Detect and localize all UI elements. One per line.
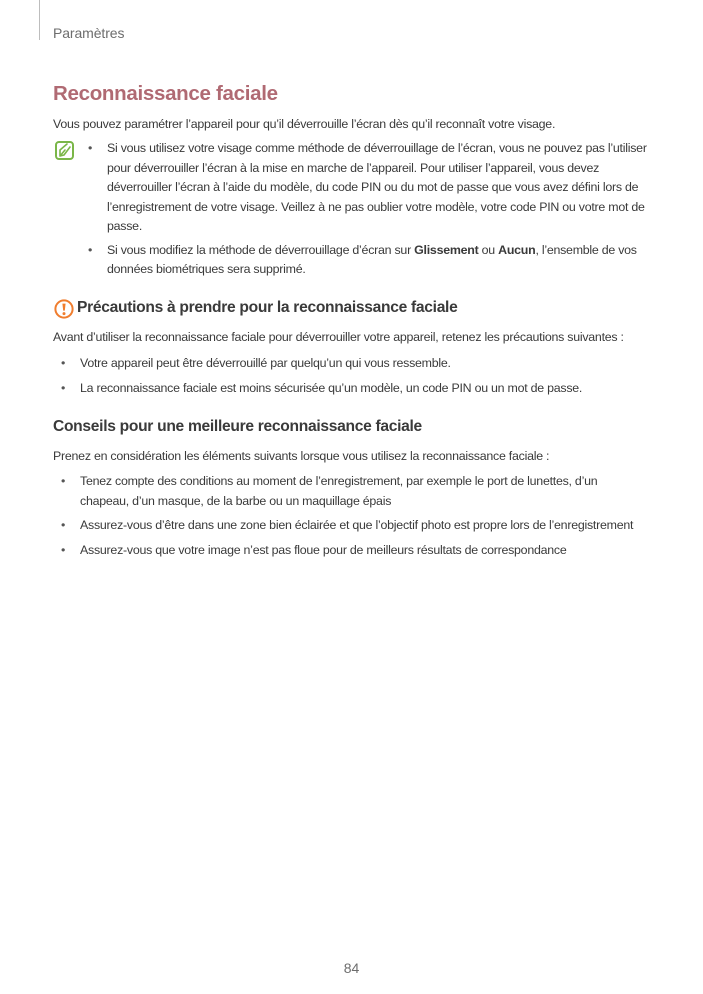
bullet: • — [61, 542, 66, 557]
bullet: • — [61, 380, 66, 395]
bullet: • — [88, 141, 93, 155]
note-item-text-pre: Si vous modifiez la méthode de déverrouillage d’écran sur — [107, 242, 415, 257]
list-item — [57, 472, 647, 511]
tips-list — [57, 472, 647, 565]
tips-heading: Conseils pour une meilleure reconnaissance faciale — [53, 418, 422, 435]
precautions-heading: Précautions à prendre pour la reconnaissance faciale — [77, 299, 458, 316]
list-item-text: Votre appareil peut être déverrouillé par quelqu’un qui vous ressemble. — [80, 356, 451, 370]
option-aucun: Aucun — [498, 242, 536, 257]
note-pencil-icon — [55, 141, 74, 160]
bullet: • — [61, 356, 66, 370]
margin-rule — [39, 0, 40, 40]
note-item-text-mid: ou — [478, 242, 499, 257]
page-number: 84 — [343, 960, 360, 976]
list-item — [57, 354, 657, 374]
list-item-text: Tenez compte des conditions au moment de l’enregistrement, par exemple le port de lunettes, d’un chapeau, d’un masque, de la barbe ou un maquillage épais — [80, 474, 598, 508]
tips-intro: Prenez en considération les éléments suivants lorsque vous utilisez la reconnaissance faciale : — [53, 449, 550, 463]
intro-paragraph: Vous pouvez paramétrer l’appareil pour qu’il déverrouille l’écran dès qu’il reconnaît votre visage. — [53, 117, 556, 131]
note-list — [84, 139, 664, 284]
note-item-text: Si vous utilisez votre visage comme méthode de déverrouillage de l’écran, vous ne pouvez pas l’utiliser pour déverrouiller l’écran à la mise en marche de l’appareil. Pour utiliser l’appareil, vous devez déverrouiller l’écran à l’aide du modèle, du code PIN ou du mot de passe que vous avez défini lors de l’enregistrement de votre visage. Veillez à ne pas oublier votre modèle, votre code PIN ou votre mot de passe. — [107, 141, 647, 233]
list-item-text: Assurez-vous d’être dans une zone bien éclairée et que l’objectif photo est propre lors de l’enregistrement — [80, 518, 634, 532]
list-item — [57, 516, 647, 536]
note-item — [84, 139, 664, 237]
warning-icon — [54, 299, 74, 319]
list-item-text: Assurez-vous que votre image n’est pas floue pour de meilleurs résultats de correspondance — [80, 542, 567, 557]
page-title: Reconnaissance faciale — [53, 82, 278, 105]
note-item — [84, 241, 664, 280]
precautions-intro: Avant d’utiliser la reconnaissance faciale pour déverrouiller votre appareil, retenez les précautions suivantes : — [53, 330, 624, 344]
bullet: • — [61, 474, 66, 488]
precautions-list — [57, 354, 657, 403]
bullet: • — [61, 518, 66, 532]
list-item-text: La reconnaissance faciale est moins sécurisée qu’un modèle, un code PIN ou un mot de passe. — [80, 380, 583, 395]
list-item — [57, 379, 657, 399]
section-header: Paramètres — [53, 25, 125, 41]
list-item — [57, 541, 647, 561]
option-glissement: Glissement — [414, 242, 479, 257]
note-item-text-post: , l’ensemble de vos données biométriques sera supprimé. — [107, 242, 637, 276]
bullet: • — [88, 242, 93, 257]
